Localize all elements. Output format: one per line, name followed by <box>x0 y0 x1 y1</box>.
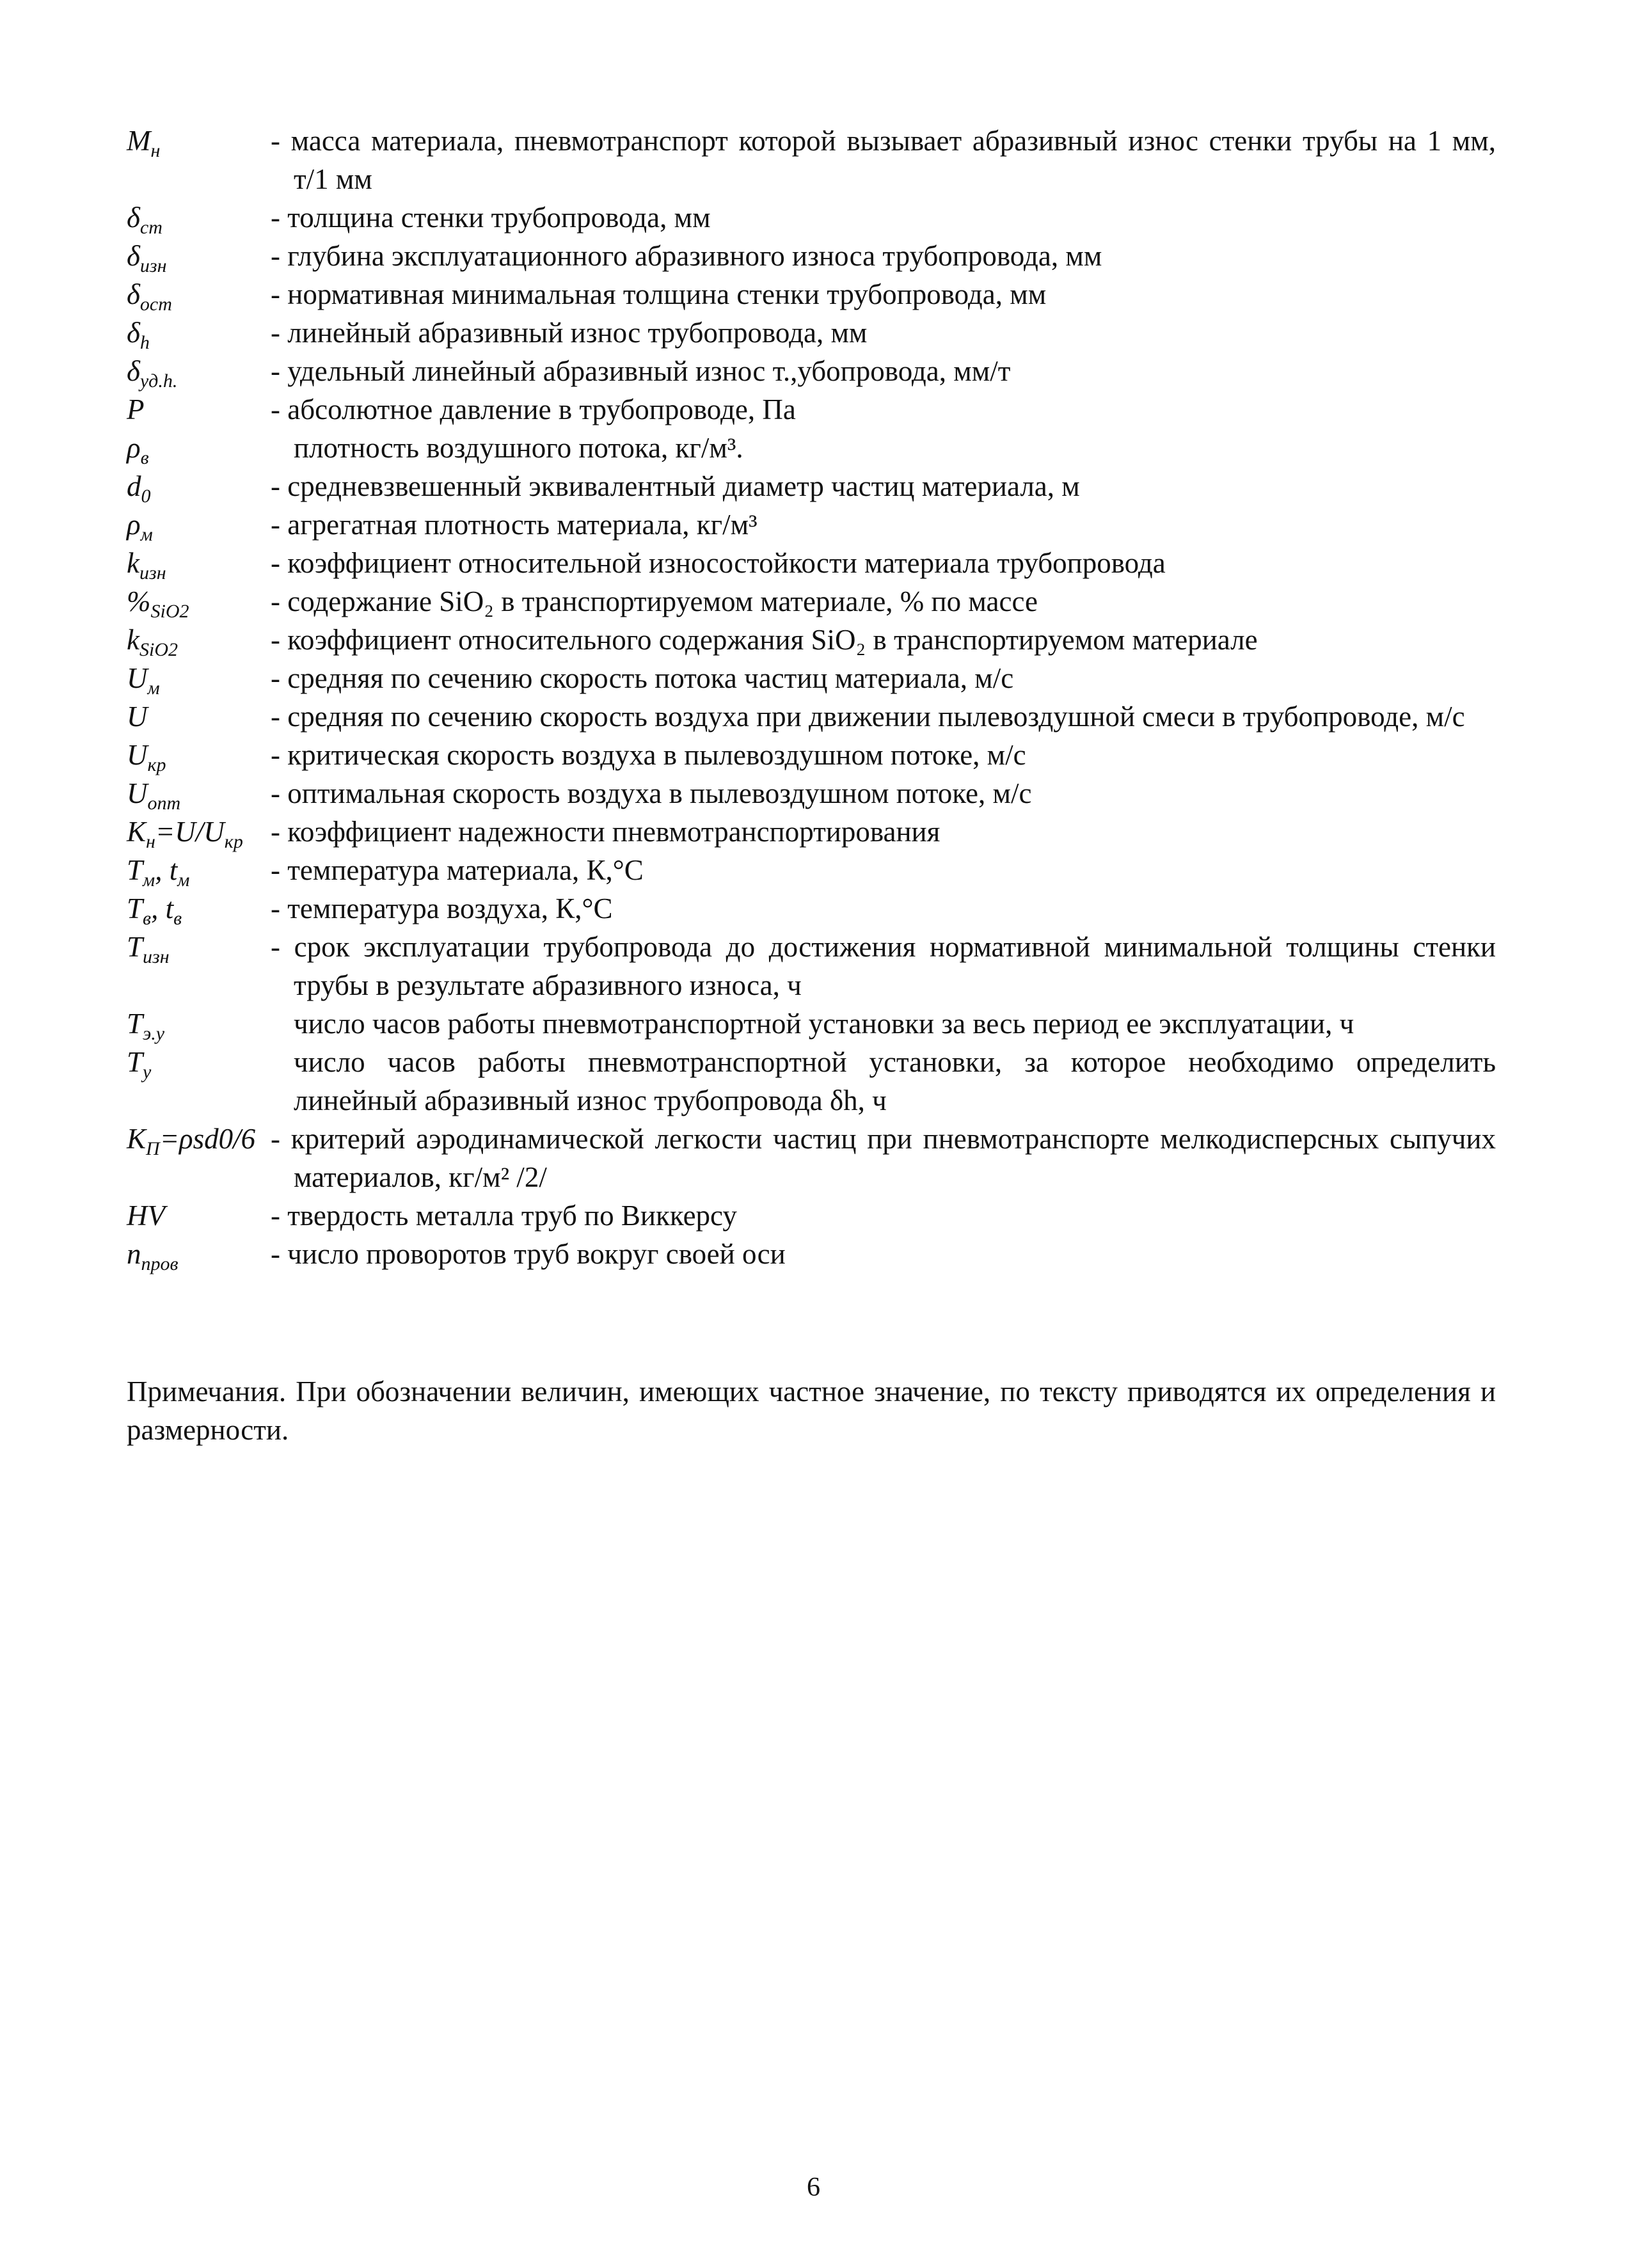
symbol-base: P <box>127 393 145 425</box>
symbol-suffix: , t <box>151 892 174 924</box>
symbol-subscript: н <box>150 140 161 161</box>
definition-text: - температура воздуха, К,°С <box>271 892 613 924</box>
symbol-subscript: м <box>140 524 153 545</box>
symbol-subscript: пров <box>141 1253 179 1274</box>
definition-symbol <box>127 198 271 237</box>
definition-symbol <box>127 1043 271 1081</box>
definition-symbol <box>127 621 271 659</box>
symbol-base: d <box>127 470 141 502</box>
symbol-subscript: cm <box>139 217 163 238</box>
definition-text: - срок эксплуатации трубопровода до достижения нормативной минимальной толщины стенки трубы в результате абразивного износа, ч <box>271 931 1496 1001</box>
symbol-subscript: изн <box>143 946 170 967</box>
definition-symbol <box>127 736 271 774</box>
symbol-base: U <box>127 701 148 733</box>
definition-text: - число проворотов труб вокруг своей оси <box>271 1238 786 1270</box>
symbol-base: T <box>127 892 143 924</box>
definition-row <box>127 851 1496 889</box>
symbol-base: U <box>127 662 148 694</box>
definition-symbol <box>127 889 271 928</box>
symbol-base: δ <box>127 355 140 387</box>
definition-row <box>127 659 1496 697</box>
definition-symbol <box>127 851 271 889</box>
definition-symbol <box>127 1235 271 1273</box>
definition-symbol <box>127 429 271 467</box>
definition-text: - твердость металла труб по Виккерсу <box>271 1200 737 1232</box>
definition-text: - температура материала, К,°С <box>271 854 644 886</box>
definition-row <box>127 237 1496 275</box>
definition-symbol <box>127 659 271 697</box>
symbol-subscript: кр <box>147 754 166 775</box>
definition-row <box>127 774 1496 813</box>
definition-row <box>127 390 1496 429</box>
symbol-subscript: м <box>177 869 190 891</box>
symbol-base: K <box>127 1123 147 1155</box>
symbol-subscript: ocm <box>139 294 172 315</box>
page-number: 6 <box>807 2173 820 2202</box>
definition-text: - коэффициент надежности пневмотранспортирования <box>271 816 940 848</box>
symbol-subscript: м <box>143 869 155 891</box>
definition-row <box>127 928 1496 1004</box>
definition-symbol <box>127 582 271 621</box>
symbol-subscript: в <box>143 908 152 929</box>
definition-text: - критерий аэродинамической легкости частиц при пневмотранспорте мелкодисперсных сыпучих материалов, кг/м² /2/ <box>271 1123 1496 1193</box>
symbol-subscript: у <box>143 1061 152 1082</box>
definition-symbol <box>127 1120 271 1158</box>
definition-text: - нормативная минимальная толщина стенки трубопровода, мм <box>271 278 1047 310</box>
definition-row <box>127 697 1496 736</box>
symbol-base: ρ <box>127 509 141 541</box>
symbol-base: n <box>127 1238 141 1270</box>
definition-text: - линейный абразивный износ трубопровода, мм <box>271 317 868 349</box>
definition-text: плотность воздушного потока, кг/м³. <box>294 432 743 464</box>
symbol-base: k <box>127 547 139 579</box>
definition-symbol <box>127 313 271 352</box>
definition-row <box>127 467 1496 505</box>
symbol-base: U <box>127 777 148 809</box>
symbol-subscript: опт <box>147 793 181 814</box>
definitions-list <box>127 122 1496 1273</box>
definition-symbol <box>127 774 271 813</box>
definition-symbol <box>127 1004 271 1043</box>
definition-symbol <box>127 544 271 582</box>
definition-row <box>127 736 1496 774</box>
definition-text: - коэффициент относительного содержания SiO₂ в транспортируемом материале <box>271 624 1258 656</box>
definition-row <box>127 621 1496 659</box>
definition-symbol <box>127 697 271 736</box>
definition-symbol <box>127 275 271 313</box>
definition-text: - агрегатная плотность материала, кг/м³ <box>271 509 758 541</box>
definition-row <box>127 122 1496 198</box>
definition-row <box>127 313 1496 352</box>
symbol-subscript: SiO2 <box>139 639 178 660</box>
symbol-base: T <box>127 1046 143 1078</box>
definition-text: - средневзвешенный эквивалентный диаметр частиц материала, м <box>271 470 1080 502</box>
definition-text: - средняя по сечению скорость потока частиц материала, м/с <box>271 662 1014 694</box>
definition-row <box>127 429 1496 467</box>
symbol-subscript: м <box>147 678 160 699</box>
symbol-suffix: =U/U <box>155 816 225 848</box>
definition-text: - толщина стенки трубопровода, мм <box>271 202 711 234</box>
definition-text: - критическая скорость воздуха в пылевоздушном потоке, м/с <box>271 739 1026 771</box>
symbol-base: U <box>127 739 148 771</box>
definition-text: - коэффициент относительной износостойкости материала трубопровода <box>271 547 1166 579</box>
symbol-suffix: =ρsd0/6 <box>159 1123 256 1155</box>
definition-row <box>127 505 1496 544</box>
definition-text: число часов работы пневмотранспортной установки, за которое необходимо определить линейный абразивный износ трубопровода δh, ч <box>294 1046 1496 1116</box>
symbol-subscript: кр <box>224 831 243 852</box>
symbol-subscript: в <box>140 447 149 468</box>
symbol-subscript: SiO2 <box>150 601 189 622</box>
symbol-base: HV <box>127 1200 165 1232</box>
symbol-subscript: э.у <box>143 1023 165 1044</box>
definition-row <box>127 1004 1496 1043</box>
definition-row <box>127 582 1496 621</box>
definition-row <box>127 1235 1496 1273</box>
symbol-base: δ <box>127 202 140 234</box>
definition-row <box>127 544 1496 582</box>
definition-row <box>127 889 1496 928</box>
definition-text: - средняя по сечению скорость воздуха при движении пылевоздушной смеси в трубопроводе, м/с <box>271 701 1465 733</box>
symbol-subscript: 0 <box>141 486 151 507</box>
symbol-base: T <box>127 931 143 963</box>
definition-text: - оптимальная скорость воздуха в пылевоздушном потоке, м/с <box>271 777 1032 809</box>
symbol-base: δ <box>127 317 140 349</box>
definition-symbol <box>127 1196 271 1235</box>
definition-symbol <box>127 813 271 851</box>
symbol-base: k <box>127 624 139 656</box>
definition-row <box>127 1043 1496 1120</box>
definition-row <box>127 198 1496 237</box>
definition-symbol <box>127 237 271 275</box>
definition-row <box>127 1196 1496 1235</box>
symbol-base: K <box>127 816 147 848</box>
notes-paragraph: Примечания. При обозначении величин, имеющих частное значение, по тексту приводятся их определения и размерности. <box>127 1376 1496 1446</box>
definition-text: - абсолютное давление в трубопроводе, Па <box>271 393 796 425</box>
symbol-base: δ <box>127 240 140 272</box>
definition-row <box>127 352 1496 390</box>
definition-symbol <box>127 467 271 505</box>
symbol-subscript: н <box>146 831 155 852</box>
definition-text: - содержание SiO₂ в транспортируемом материале, % по массе <box>271 585 1038 617</box>
symbol-base: δ <box>127 278 140 310</box>
symbol-base: T <box>127 1008 143 1040</box>
symbol-subscript: П <box>146 1138 160 1159</box>
definition-text: - масса материала, пневмотранспорт которой вызывает абразивный износ стенки трубы на 1 мм, т/1 мм <box>271 125 1496 195</box>
definition-text: - удельный линейный абразивный износ т.,убопровода, мм/т <box>271 355 1011 387</box>
symbol-suffix: , t <box>155 854 178 886</box>
symbol-base: T <box>127 854 143 886</box>
definition-text: число часов работы пневмотранспортной установки за весь период ее эксплуатации, ч <box>294 1008 1354 1040</box>
symbol-base: ρ <box>127 432 141 464</box>
definition-row <box>127 1120 1496 1196</box>
definition-symbol <box>127 928 271 966</box>
definition-row <box>127 275 1496 313</box>
symbol-subscript: уд.h. <box>139 370 178 392</box>
symbol-base: % <box>127 585 151 617</box>
definition-symbol <box>127 505 271 544</box>
definition-symbol <box>127 352 271 390</box>
symbol-subscript: изн <box>139 562 166 583</box>
symbol-subscript: изн <box>139 255 167 276</box>
definition-text: - глубина эксплуатационного абразивного износа трубопровода, мм <box>271 240 1102 272</box>
symbol-base: M <box>127 125 151 157</box>
definition-row <box>127 813 1496 851</box>
definition-symbol <box>127 390 271 429</box>
definition-symbol <box>127 122 271 160</box>
symbol-subscript: в <box>173 908 182 929</box>
symbol-subscript: h <box>139 332 150 353</box>
